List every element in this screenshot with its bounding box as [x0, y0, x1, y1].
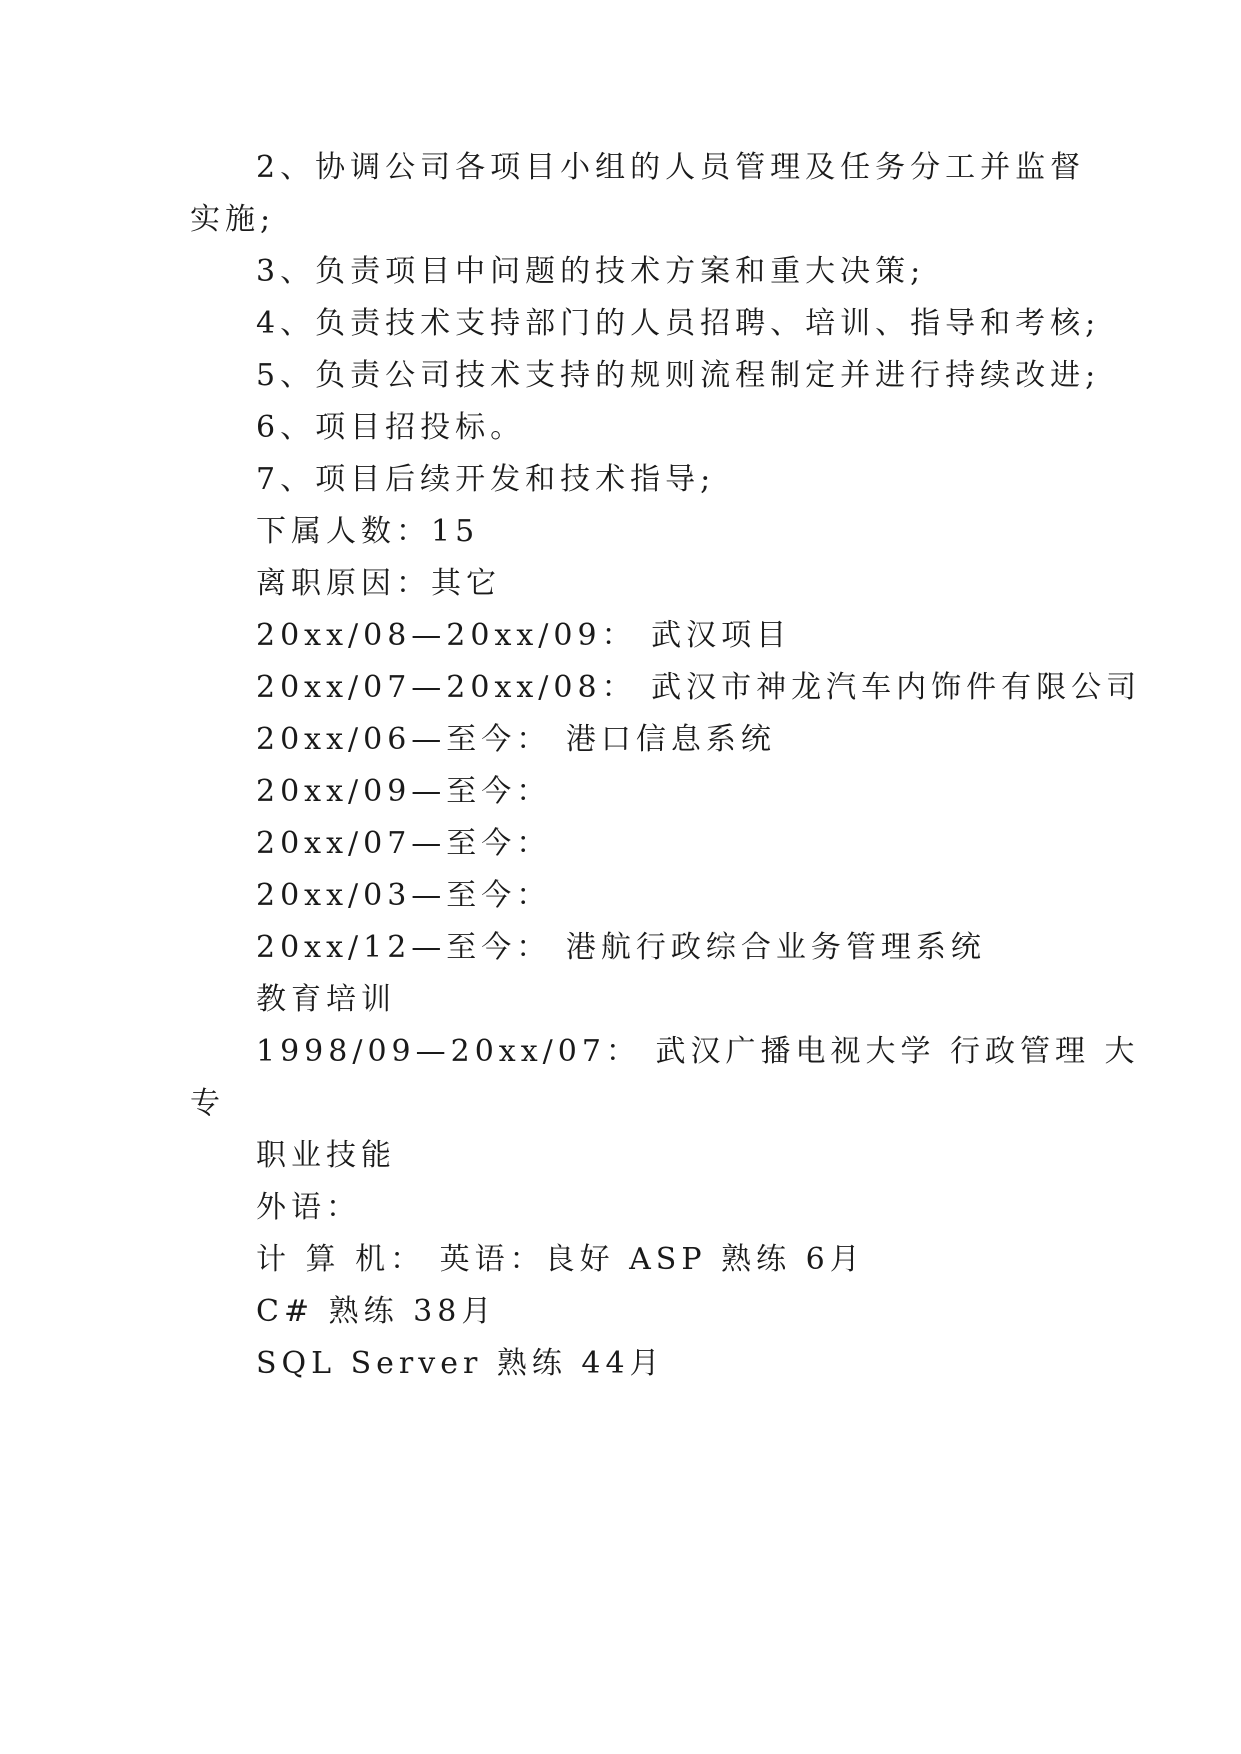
skill-csharp: C# 熟练 38月: [256, 1294, 497, 1329]
duty-line-3: 3、负责项目中问题的技术方案和重大决策;: [256, 254, 926, 289]
skills-heading: 职业技能: [256, 1138, 396, 1173]
subordinates-count: 下属人数：15: [256, 514, 480, 549]
education-heading: 教育培训: [256, 982, 396, 1017]
duty-line-7: 7、项目后续开发和技术指导;: [256, 462, 716, 497]
education-entry: 1998/09—20xx/07： 武汉广播电视大学 行政管理 大: [256, 1034, 1140, 1069]
project-entry-2: 20xx/07—20xx/08： 武汉市神龙汽车内饰件有限公司: [256, 670, 1142, 705]
duty-line-6: 6、项目招投标。: [256, 410, 526, 445]
duty-line-5: 5、负责公司技术支持的规则流程制定并进行持续改进;: [256, 358, 1101, 393]
foreign-language: 外语：: [256, 1190, 361, 1225]
computer-skills: 计 算 机： 英语：良好 ASP 熟练 6月: [256, 1242, 865, 1277]
project-entry-5: 20xx/07—至今：: [256, 826, 552, 861]
project-entry-6: 20xx/03—至今：: [256, 878, 552, 913]
duty-line-4: 4、负责技术支持部门的人员招聘、培训、指导和考核;: [256, 306, 1101, 341]
duty-line-2: 2、协调公司各项目小组的人员管理及任务分工并监督: [256, 150, 1086, 185]
leave-reason: 离职原因：其它: [256, 566, 501, 601]
skill-sql-server: SQL Server 熟练 44月: [256, 1346, 665, 1381]
project-entry-1: 20xx/08—20xx/09： 武汉项目: [256, 618, 792, 653]
duty-line-2-continued: 实施;: [190, 202, 276, 237]
project-entry-4: 20xx/09—至今：: [256, 774, 552, 809]
project-entry-3: 20xx/06—至今： 港口信息系统: [256, 722, 776, 757]
project-entry-7: 20xx/12—至今： 港航行政综合业务管理系统: [256, 930, 986, 965]
education-entry-continued: 专: [190, 1086, 225, 1121]
